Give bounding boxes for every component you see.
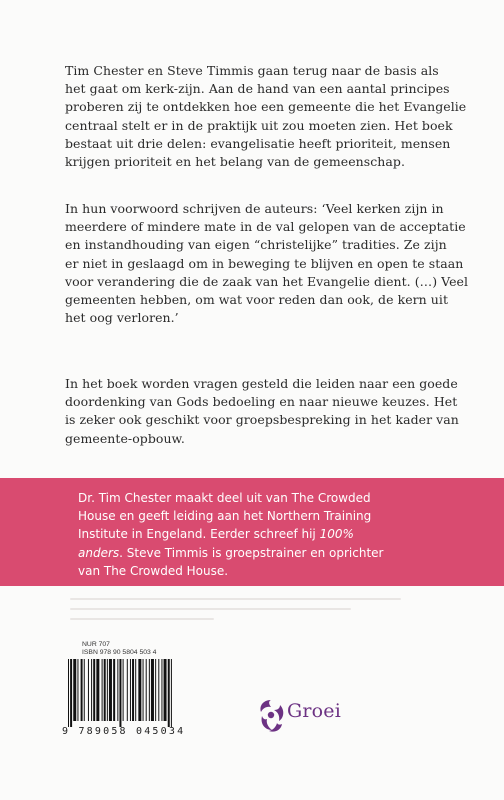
bio-line bbox=[78, 544, 498, 562]
bio-text: Institute in Engeland. Eerder schreef hij bbox=[78, 527, 320, 542]
book-title-italic: anders bbox=[78, 545, 120, 560]
blurb-line: gemeenten hebben, om wat voor reden dan ook, de kern uit bbox=[65, 292, 449, 308]
blurb-paragraph-3 bbox=[65, 375, 460, 448]
blurb-line: doordenking van Gods bedoeling en naar nieuwe keuzes. Het bbox=[65, 394, 458, 410]
blurb-line: is zeker ook geschikt voor groepsbespreking in het kader van bbox=[65, 412, 459, 428]
blurb-paragraph-1 bbox=[65, 62, 467, 171]
bio-text: . Steve Timmis is groepstrainer en oprichter bbox=[119, 545, 384, 560]
blurb-line: proberen zij te ontdekken hoe een gemeente die het Evangelie bbox=[65, 99, 467, 115]
author-bio-band bbox=[0, 478, 504, 586]
publisher-logo bbox=[254, 696, 364, 736]
blurb-line: er niet in geslaagd om in beweging te blijven en open te staan bbox=[65, 255, 464, 271]
isbn-number: ISBN 978 90 5804 503 4 bbox=[82, 649, 157, 656]
blurb-line: bestaat uit drie delen: evangelisatie heeft prioriteit, mensen bbox=[65, 135, 451, 151]
barcode-digits: 9 789058 045034 bbox=[62, 726, 186, 737]
blurb-line: In hun voorwoord schrijven de auteurs: ‘Veel kerken zijn in bbox=[65, 201, 444, 216]
publisher-emblem-icon bbox=[254, 696, 288, 736]
blurb-paragraph-2 bbox=[65, 200, 469, 327]
barcode-bars bbox=[66, 659, 206, 727]
bio-line: van The Crowded House. bbox=[78, 563, 229, 578]
blurb-line: krijgen prioriteit en het belang van de gemeenschap. bbox=[65, 154, 405, 170]
blurb-line: gemeente-opbouw. bbox=[65, 430, 185, 446]
nur-code: NUR 707 bbox=[82, 641, 110, 648]
blurb-line: voor verandering die de zaak van het Evangelie dient. (…) Veel bbox=[65, 273, 469, 289]
bio-line: Dr. Tim Chester maakt deel uit van The Crowded bbox=[78, 491, 371, 505]
barcode-meta bbox=[62, 641, 210, 657]
blurb-line: In het boek worden vragen gesteld die leiden naar een goede bbox=[65, 376, 458, 391]
blurb-line: het gaat om kerk-zijn. Aan de hand van een aantal principes bbox=[65, 81, 450, 97]
bio-line bbox=[78, 525, 498, 543]
barcode-block bbox=[62, 641, 210, 739]
author-bio-text bbox=[78, 489, 498, 580]
blurb-line: het oog verloren.’ bbox=[65, 310, 179, 326]
book-title-italic: 100% bbox=[319, 527, 354, 542]
blurb-line: centraal stelt er in de praktijk uit zou moeten zien. Het boek bbox=[65, 117, 453, 133]
blurb-line: meerdere of mindere mate in de val gelopen van de acceptatie bbox=[65, 219, 466, 235]
publisher-name: Groei bbox=[287, 700, 342, 722]
blurb-line: en instandhouding van eigen “christelijke” tradities. Ze zijn bbox=[65, 237, 447, 253]
faint-show-through bbox=[70, 598, 430, 628]
blurb-line: Tim Chester en Steve Timmis gaan terug naar de basis als bbox=[65, 63, 439, 78]
bio-line: House en geeft leiding aan het Northern Training bbox=[78, 509, 372, 524]
